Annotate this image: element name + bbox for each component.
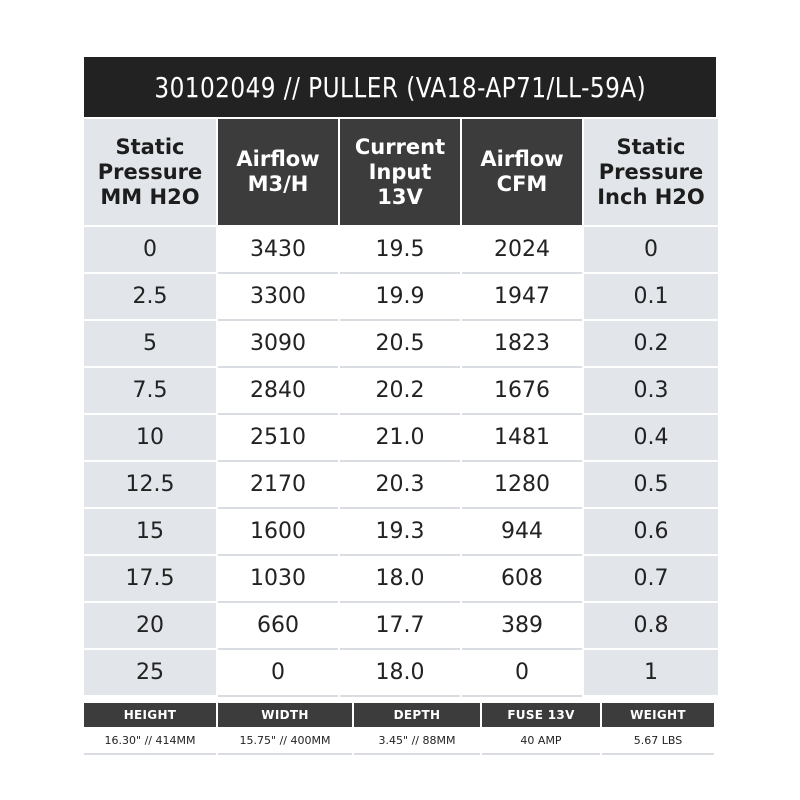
header-current-input: Current Input 13V — [340, 119, 460, 225]
table-cell: 1947 — [462, 274, 582, 321]
table-cell: 20.5 — [340, 321, 460, 368]
spec-value-height: 16.30" // 414MM — [84, 727, 216, 755]
header-static-pressure-mm: Static Pressure MM H2O — [84, 119, 216, 225]
spec-label-depth: DEPTH — [354, 703, 480, 727]
spec-sheet — [84, 57, 716, 755]
table-cell: 5 — [84, 321, 216, 366]
spec-label-height: HEIGHT — [84, 703, 216, 727]
table-cell: 0 — [84, 227, 216, 272]
spec-label-width: WIDTH — [218, 703, 352, 727]
column-current — [340, 225, 460, 697]
spec-value-fuse: 40 AMP — [482, 727, 600, 755]
spec-value-weight: 5.67 LBS — [602, 727, 714, 755]
table-cell: 12.5 — [84, 462, 216, 507]
spec-value-depth: 3.45" // 88MM — [354, 727, 480, 755]
table-cell: 0.6 — [584, 509, 718, 554]
table-cell: 660 — [218, 603, 338, 650]
table-cell: 17.7 — [340, 603, 460, 650]
table-cell: 18.0 — [340, 556, 460, 603]
table-cell: 19.9 — [340, 274, 460, 321]
table-cell: 2.5 — [84, 274, 216, 319]
column-static-mm — [84, 225, 216, 697]
table-cell: 2024 — [462, 227, 582, 274]
table-cell: 10 — [84, 415, 216, 460]
column-airflow-m3h — [218, 225, 338, 697]
table-cell: 20.3 — [340, 462, 460, 509]
table-cell: 19.5 — [340, 227, 460, 274]
table-cell: 18.0 — [340, 650, 460, 697]
title-bar — [84, 57, 716, 117]
table-cell: 389 — [462, 603, 582, 650]
table-cell: 2170 — [218, 462, 338, 509]
table-cell: 0.3 — [584, 368, 718, 413]
table-cell: 0.2 — [584, 321, 718, 366]
table-cell: 1030 — [218, 556, 338, 603]
table-cell: 20 — [84, 603, 216, 648]
table-cell: 20.2 — [340, 368, 460, 415]
table-cell: 3430 — [218, 227, 338, 274]
table-cell: 608 — [462, 556, 582, 603]
column-static-inch — [584, 225, 718, 697]
table-cell: 1280 — [462, 462, 582, 509]
specs-table — [84, 703, 716, 755]
table-cell: 25 — [84, 650, 216, 695]
header-airflow-m3h: Airflow M3/H — [218, 119, 338, 225]
product-title: 30102049 // PULLER (VA18-AP71/LL-59A) — [154, 70, 646, 104]
table-cell: 19.3 — [340, 509, 460, 556]
table-cell: 17.5 — [84, 556, 216, 601]
spec-value-width: 15.75" // 400MM — [218, 727, 352, 755]
header-airflow-cfm: Airflow CFM — [462, 119, 582, 225]
table-cell: 0.1 — [584, 274, 718, 319]
table-cell: 0 — [462, 650, 582, 697]
table-cell: 0.5 — [584, 462, 718, 507]
table-cell: 15 — [84, 509, 216, 554]
table-cell: 1481 — [462, 415, 582, 462]
spec-label-weight: WEIGHT — [602, 703, 714, 727]
table-cell: 3300 — [218, 274, 338, 321]
table-cell: 2510 — [218, 415, 338, 462]
performance-table — [84, 119, 716, 697]
table-cell: 1600 — [218, 509, 338, 556]
table-cell: 1676 — [462, 368, 582, 415]
column-airflow-cfm — [462, 225, 582, 697]
table-cell: 2840 — [218, 368, 338, 415]
table-cell: 1 — [584, 650, 718, 695]
table-cell: 21.0 — [340, 415, 460, 462]
table-cell: 7.5 — [84, 368, 216, 413]
table-cell: 944 — [462, 509, 582, 556]
table-cell: 0.8 — [584, 603, 718, 648]
table-cell: 3090 — [218, 321, 338, 368]
table-cell: 1823 — [462, 321, 582, 368]
header-static-pressure-inch: Static Pressure Inch H2O — [584, 119, 718, 225]
table-cell: 0.4 — [584, 415, 718, 460]
table-cell: 0 — [218, 650, 338, 697]
table-cell: 0.7 — [584, 556, 718, 601]
spec-label-fuse: FUSE 13V — [482, 703, 600, 727]
table-cell: 0 — [584, 227, 718, 272]
